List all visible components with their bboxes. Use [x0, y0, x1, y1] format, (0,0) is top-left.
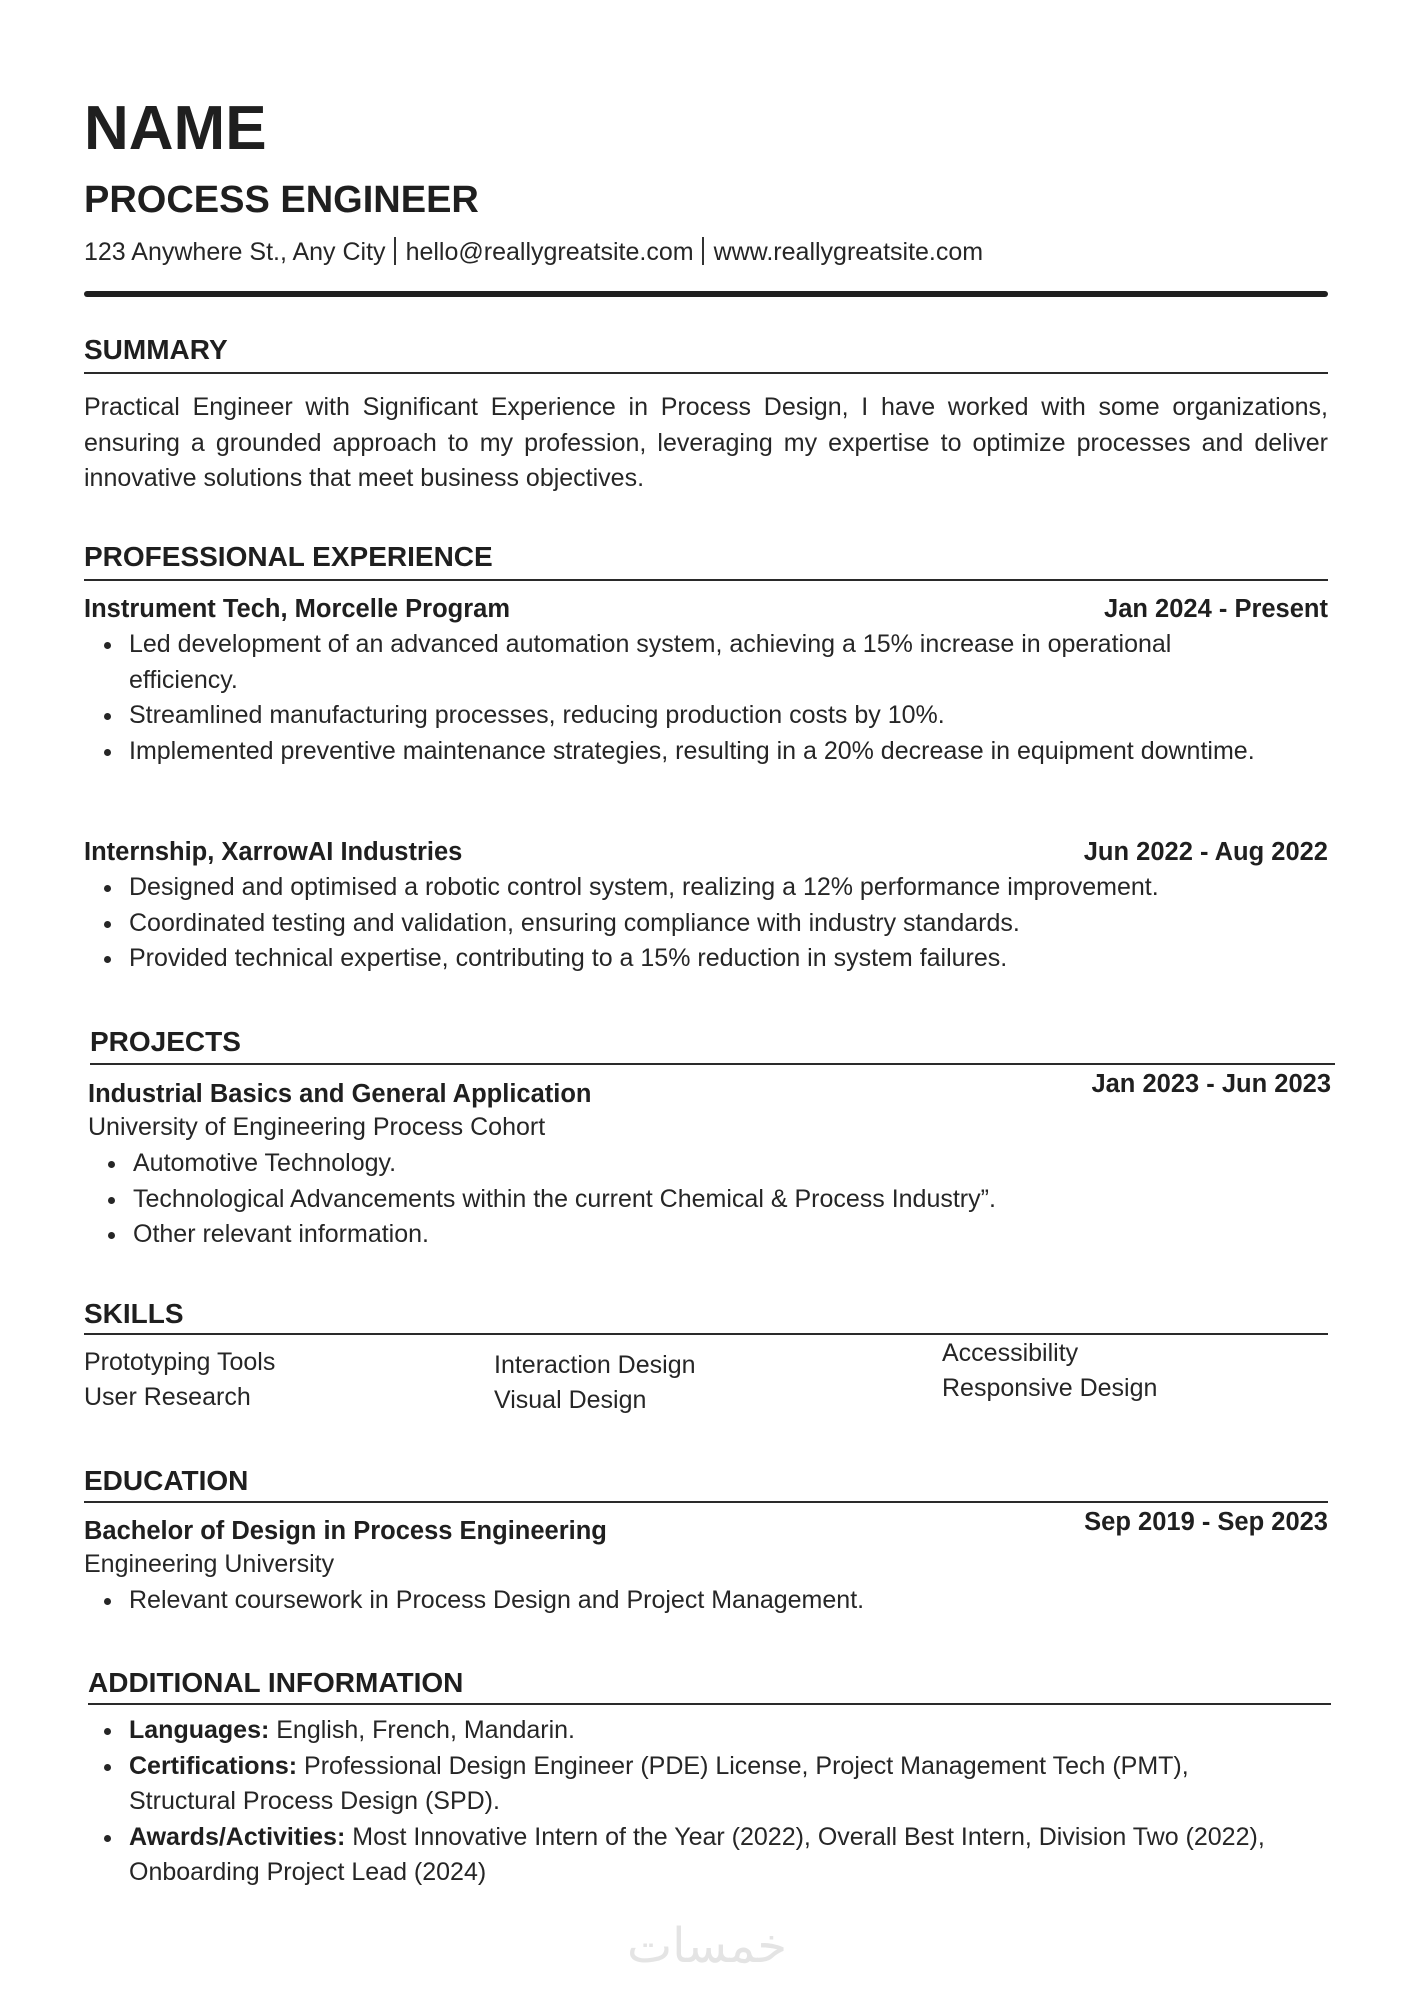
project-title: Industrial Basics and General Application	[88, 1080, 592, 1108]
skills-column	[494, 1348, 696, 1418]
project-subtitle: University of Engineering Process Cohort	[88, 1113, 546, 1141]
skill-item: Interaction Design	[494, 1351, 696, 1379]
header-divider	[84, 291, 1328, 297]
additional-divider	[88, 1703, 1331, 1705]
contact-email[interactable]: hello@reallygreatsite.com	[405, 238, 694, 266]
job-title: Instrument Tech, Morcelle Program	[84, 595, 511, 623]
contact-divider	[394, 237, 396, 265]
experience-heading: PROFESSIONAL EXPERIENCE	[84, 541, 493, 572]
skill-item: Responsive Design	[942, 1374, 1158, 1402]
additional-label: Awards/Activities:	[129, 1822, 346, 1851]
education-bullets	[84, 1583, 1328, 1619]
additional-text: Professional Design Engineer (PDE) License, Project Management Tech (PMT), Structural Process Design (SPD).	[129, 1751, 1189, 1815]
skill-item: User Research	[84, 1383, 251, 1411]
school-name: Engineering University	[84, 1550, 335, 1578]
additional-text: English, French, Mandarin.	[276, 1716, 576, 1744]
skills-heading: SKILLS	[84, 1298, 184, 1329]
candidate-name: NAME	[84, 94, 267, 163]
job-date: Jan 2024 - Present	[1104, 595, 1328, 623]
bullet-item: Led development of an advanced automation system, achieving a 15% increase in operational efficiency.	[84, 627, 1264, 698]
additional-label: Languages:	[129, 1716, 270, 1744]
job-bullets	[84, 627, 1264, 769]
watermark-logo: خمسات	[626, 1918, 788, 1974]
project-date: Jan 2023 - Jun 2023	[1091, 1070, 1331, 1098]
bullet-item: Implemented preventive maintenance strategies, resulting in a 20% decrease in equipment downtime.	[84, 734, 1264, 770]
skill-item: Accessibility	[942, 1339, 1079, 1367]
bullet-item: Designed and optimised a robotic control system, realizing a 12% performance improvement.	[84, 870, 1328, 906]
job-title: Internship, XarrowAI Industries	[84, 838, 463, 866]
additional-item	[84, 1713, 1274, 1749]
job-date: Jun 2022 - Aug 2022	[1083, 838, 1328, 866]
experience-divider	[84, 579, 1328, 581]
bullet-item: Streamlined manufacturing processes, reducing production costs by 10%.	[84, 698, 1264, 734]
additional-item	[84, 1749, 1274, 1820]
education-heading: EDUCATION	[84, 1465, 249, 1496]
bullet-item: Technological Advancements within the current Chemical & Process Industry”.	[88, 1182, 1328, 1218]
projects-divider	[90, 1063, 1335, 1065]
bullet-item: Provided technical expertise, contributing to a 15% reduction in system failures.	[84, 941, 1328, 977]
project-bullets	[88, 1146, 1328, 1253]
contact-line	[84, 236, 983, 268]
bullet-item: Relevant coursework in Process Design and Project Management.	[84, 1583, 1328, 1619]
education-divider	[84, 1501, 1328, 1503]
education-date: Sep 2019 - Sep 2023	[1084, 1508, 1328, 1536]
summary-divider	[84, 372, 1328, 374]
bullet-item: Other relevant information.	[88, 1217, 1328, 1253]
skill-item: Visual Design	[494, 1386, 647, 1414]
skills-column	[84, 1345, 275, 1415]
contact-address: 123 Anywhere St., Any City	[84, 238, 386, 266]
additional-item	[84, 1820, 1274, 1891]
additional-text: Most Innovative Intern of the Year (2022), Overall Best Intern, Division Two (2022), Onboarding Project Lead (2024)	[129, 1822, 1265, 1886]
skills-divider	[84, 1333, 1328, 1335]
additional-label: Certifications:	[129, 1751, 298, 1780]
additional-list	[84, 1713, 1274, 1891]
degree-title: Bachelor of Design in Process Engineering	[84, 1517, 607, 1545]
contact-website[interactable]: www.reallygreatsite.com	[713, 238, 984, 266]
bullet-item: Automotive Technology.	[88, 1146, 1328, 1182]
skill-item: Prototyping Tools	[84, 1348, 276, 1376]
contact-divider	[702, 237, 704, 265]
additional-heading: ADDITIONAL INFORMATION	[88, 1667, 464, 1698]
summary-text: Practical Engineer with Significant Experience in Process Design, I have worked with some organizations, ensuring a grounded approach to my profession, leveraging my expertise to optimize processes and deliver innovative solutions that meet business objectives.	[84, 393, 1328, 492]
skills-column	[942, 1336, 1157, 1406]
job-bullets	[84, 870, 1328, 977]
projects-heading: PROJECTS	[90, 1026, 241, 1057]
summary-heading: SUMMARY	[84, 334, 228, 365]
bullet-item: Coordinated testing and validation, ensuring compliance with industry standards.	[84, 906, 1328, 942]
job-title: PROCESS ENGINEER	[84, 179, 479, 221]
